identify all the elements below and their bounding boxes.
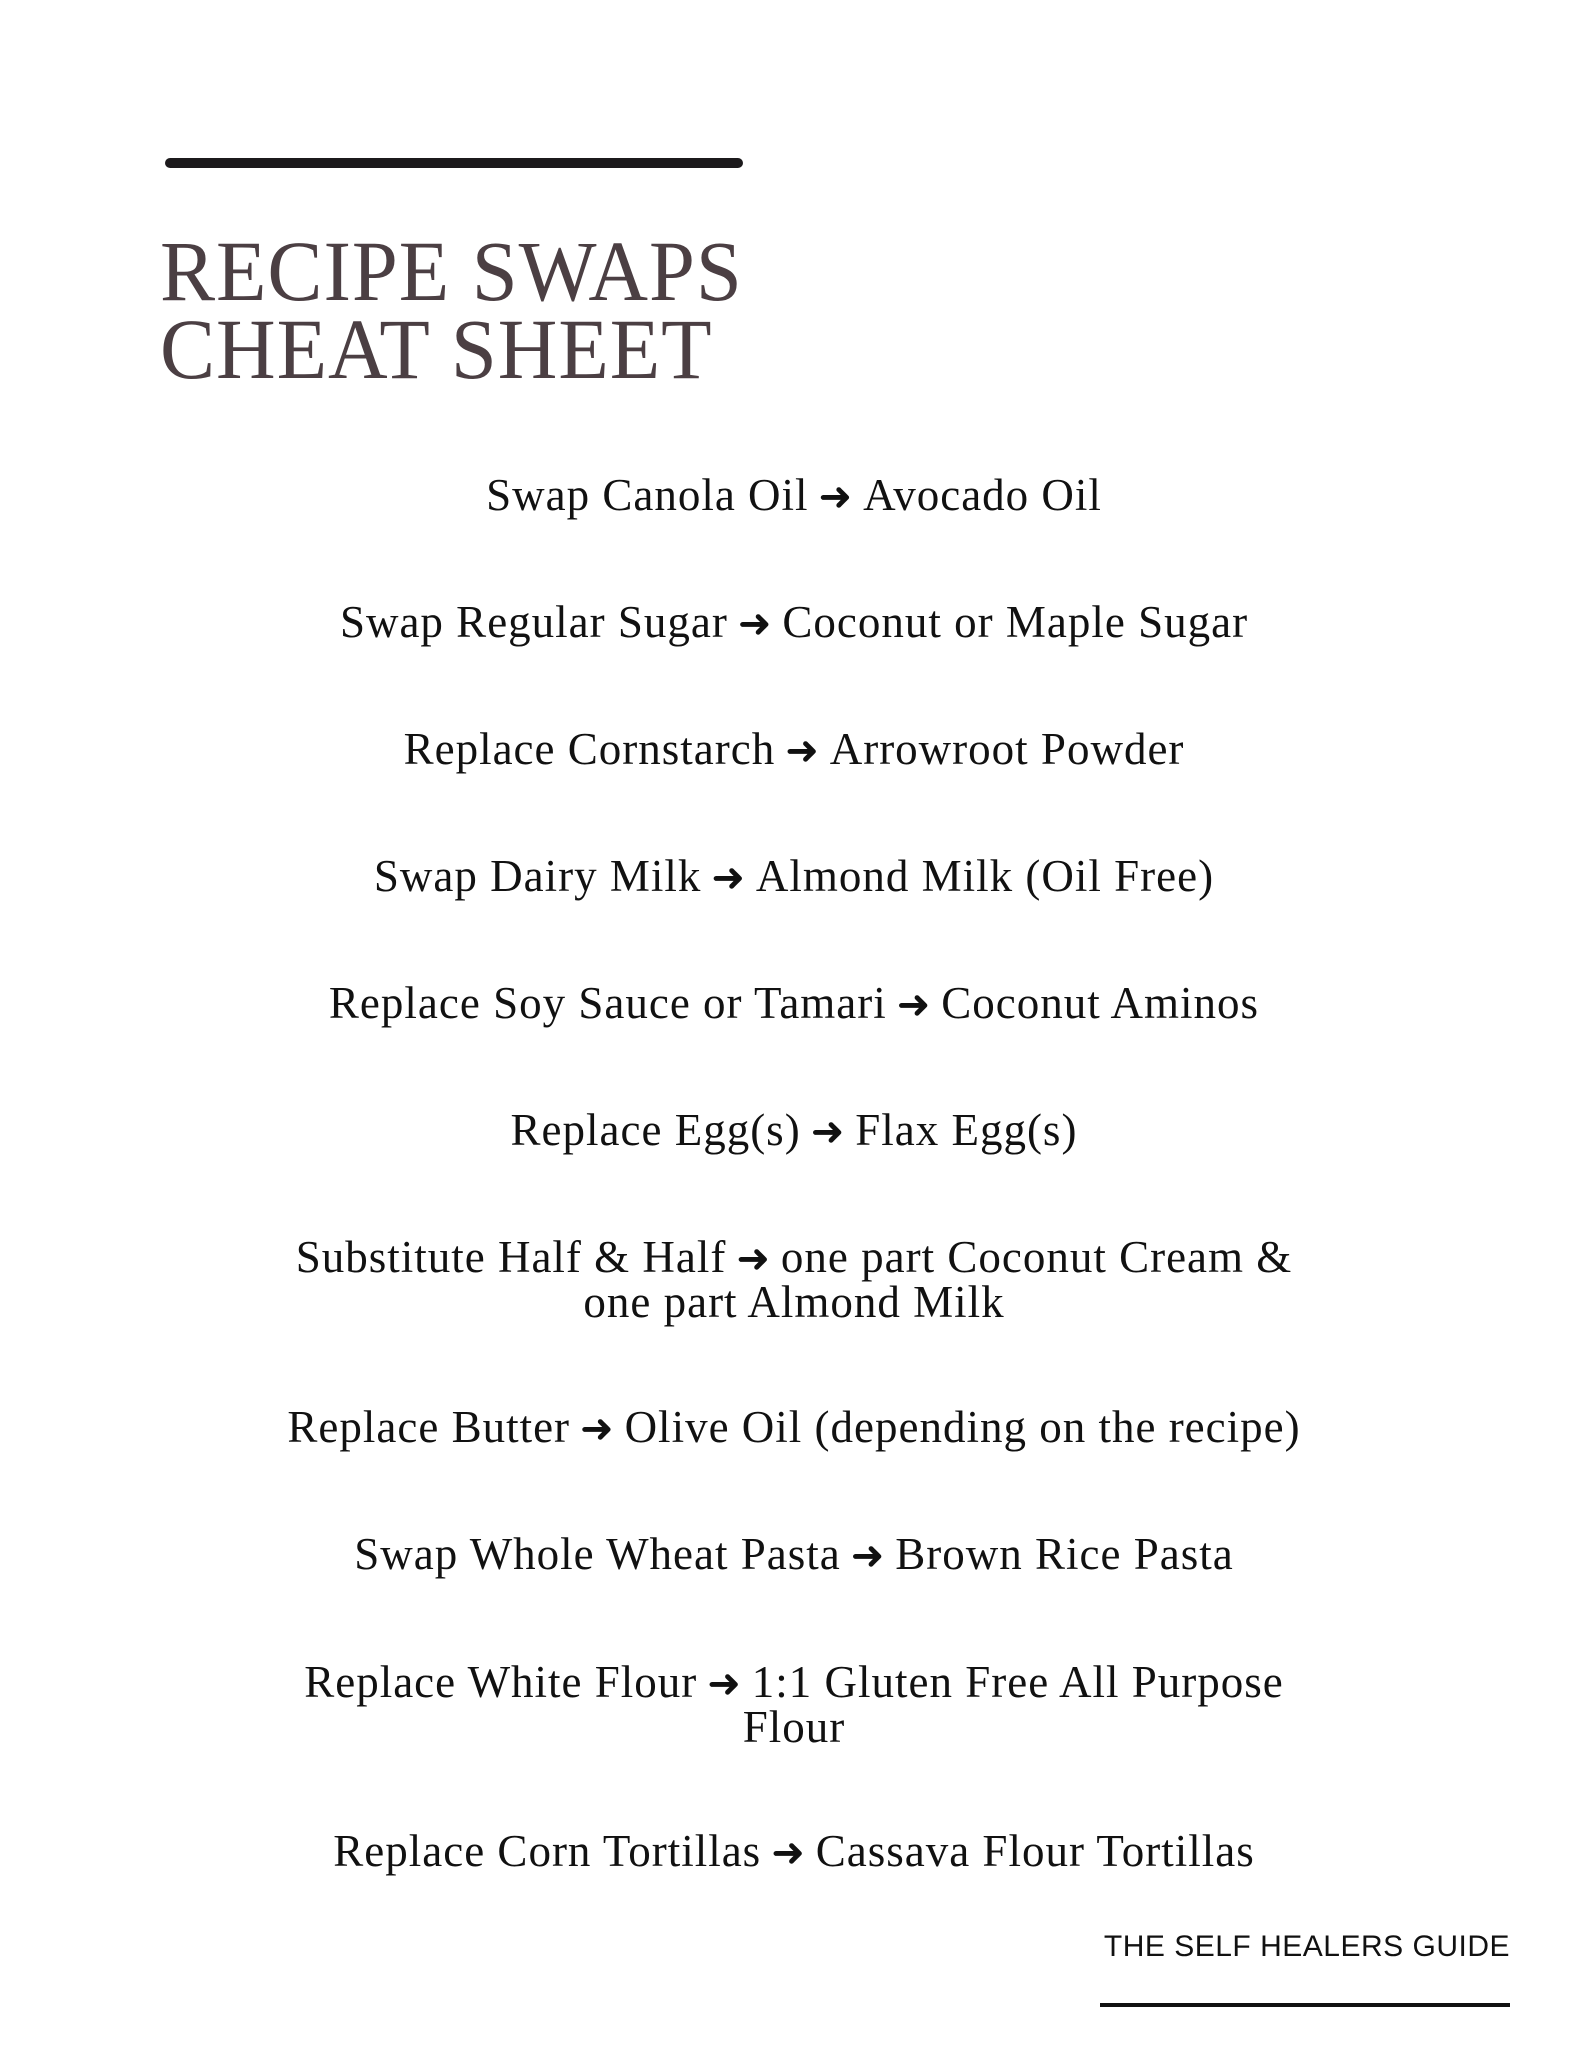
swap-from: Replace Egg(s) bbox=[510, 1105, 801, 1155]
swap-from: Replace Cornstarch bbox=[403, 724, 776, 774]
swap-from: Swap Dairy Milk bbox=[373, 851, 702, 901]
arrow-right-icon: ➜ bbox=[707, 1661, 742, 1707]
swap-to: Olive Oil (depending on the recipe) bbox=[624, 1402, 1301, 1452]
swap-to: Flax Egg(s) bbox=[855, 1105, 1078, 1155]
swap-item-butter bbox=[200, 1402, 1388, 1452]
swap-from: Replace White Flour bbox=[304, 1657, 698, 1707]
arrow-right-icon: ➜ bbox=[771, 1830, 806, 1876]
swap-from: Swap Canola Oil bbox=[486, 470, 809, 520]
brand-name: THE SELF HEALERS GUIDE bbox=[1103, 1930, 1510, 1963]
swap-item-tortillas bbox=[200, 1826, 1388, 1876]
swap-to: Arrowroot Powder bbox=[829, 724, 1185, 774]
swap-item-sugar bbox=[200, 597, 1388, 647]
title-line-1: RECIPE SWAPS bbox=[160, 223, 743, 319]
arrow-right-icon: ➜ bbox=[736, 1236, 771, 1282]
title-line-2: CHEAT SHEET bbox=[160, 301, 713, 397]
swap-item-canola-oil bbox=[200, 470, 1388, 520]
arrow-right-icon: ➜ bbox=[737, 601, 773, 647]
swap-item-half-and-half bbox=[294, 1232, 1294, 1327]
page-title bbox=[160, 223, 890, 397]
top-divider bbox=[165, 158, 743, 168]
swap-from: Swap Whole Wheat Pasta bbox=[354, 1529, 841, 1579]
swap-to: 1:1 Gluten Free All Purpose Flour bbox=[742, 1657, 1284, 1752]
arrow-right-icon: ➜ bbox=[580, 1406, 615, 1452]
swap-item-white-flour bbox=[294, 1657, 1294, 1752]
bottom-divider bbox=[1100, 2003, 1510, 2007]
swap-to: Coconut Aminos bbox=[941, 978, 1260, 1028]
arrow-right-icon: ➜ bbox=[850, 1533, 886, 1579]
swap-to: Brown Rice Pasta bbox=[895, 1529, 1234, 1579]
swap-from: Swap Regular Sugar bbox=[339, 597, 728, 647]
arrow-right-icon: ➜ bbox=[785, 728, 820, 774]
swap-item-soy-sauce bbox=[200, 978, 1388, 1028]
arrow-right-icon: ➜ bbox=[896, 982, 932, 1028]
swap-to: Avocado Oil bbox=[863, 470, 1102, 520]
swap-from: Replace Butter bbox=[287, 1402, 571, 1452]
swap-from: Substitute Half & Half bbox=[295, 1232, 727, 1282]
swap-to: Almond Milk (Oil Free) bbox=[755, 851, 1215, 901]
swap-to: Cassava Flour Tortillas bbox=[815, 1826, 1255, 1876]
swap-to: one part Coconut Cream & one part Almond Milk bbox=[583, 1232, 1293, 1327]
swap-item-eggs bbox=[200, 1105, 1388, 1155]
swap-from: Replace Soy Sauce or Tamari bbox=[328, 978, 887, 1028]
swap-to: Coconut or Maple Sugar bbox=[782, 597, 1249, 647]
arrow-right-icon: ➜ bbox=[818, 474, 854, 520]
swap-from: Replace Corn Tortillas bbox=[333, 1826, 762, 1876]
swap-item-cornstarch bbox=[200, 724, 1388, 774]
arrow-right-icon: ➜ bbox=[810, 1109, 846, 1155]
swap-item-dairy-milk bbox=[200, 851, 1388, 901]
arrow-right-icon: ➜ bbox=[711, 855, 746, 901]
swap-item-pasta bbox=[200, 1529, 1388, 1579]
